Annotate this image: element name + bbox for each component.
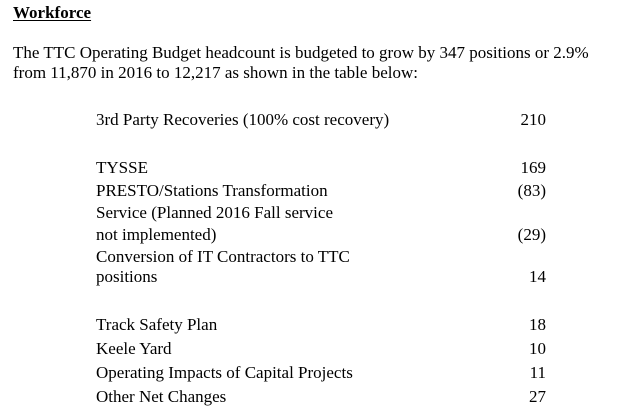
row-label: Other Net Changes [96,387,227,406]
row-value: 10 [529,339,546,358]
row-label: Keele Yard [96,339,172,358]
table-row [96,362,551,384]
table-row [96,314,551,336]
row-value: 27 [529,387,546,406]
row-label: Operating Impacts of Capital Projects [96,363,353,382]
table-row [96,386,551,408]
row-label: PRESTO/Stations Transformation [96,181,328,200]
table-row [96,224,551,246]
row-label: Conversion of IT Contractors to TTC [96,247,350,266]
table-row [96,180,551,202]
row-label: not implemented) [96,225,217,244]
row-label: TYSSE [96,158,148,177]
row-label: positions [96,267,158,286]
table-row [96,266,551,288]
row-value: 11 [529,363,546,382]
table-row [96,338,551,360]
row-label: Track Safety Plan [96,315,218,334]
table-row [96,157,551,179]
table-row [96,246,551,268]
row-value: 210 [520,110,546,129]
table-row [96,109,551,131]
table-row [96,202,551,224]
row-value: 18 [529,315,546,334]
row-label: Service (Planned 2016 Fall service [96,203,333,222]
row-value: (83) [517,181,546,200]
row-label: 3rd Party Recoveries (100% cost recovery) [96,110,390,129]
section-heading: Workforce [13,3,92,22]
intro-paragraph: The TTC Operating Budget headcount is budgeted to grow by 347 positions or 2.9% from 11,870 in 2016 to 12,217 as shown in the table below: [13,43,589,82]
row-value: 169 [520,158,546,177]
row-value: 14 [529,267,546,286]
row-value: (29) [517,225,546,244]
